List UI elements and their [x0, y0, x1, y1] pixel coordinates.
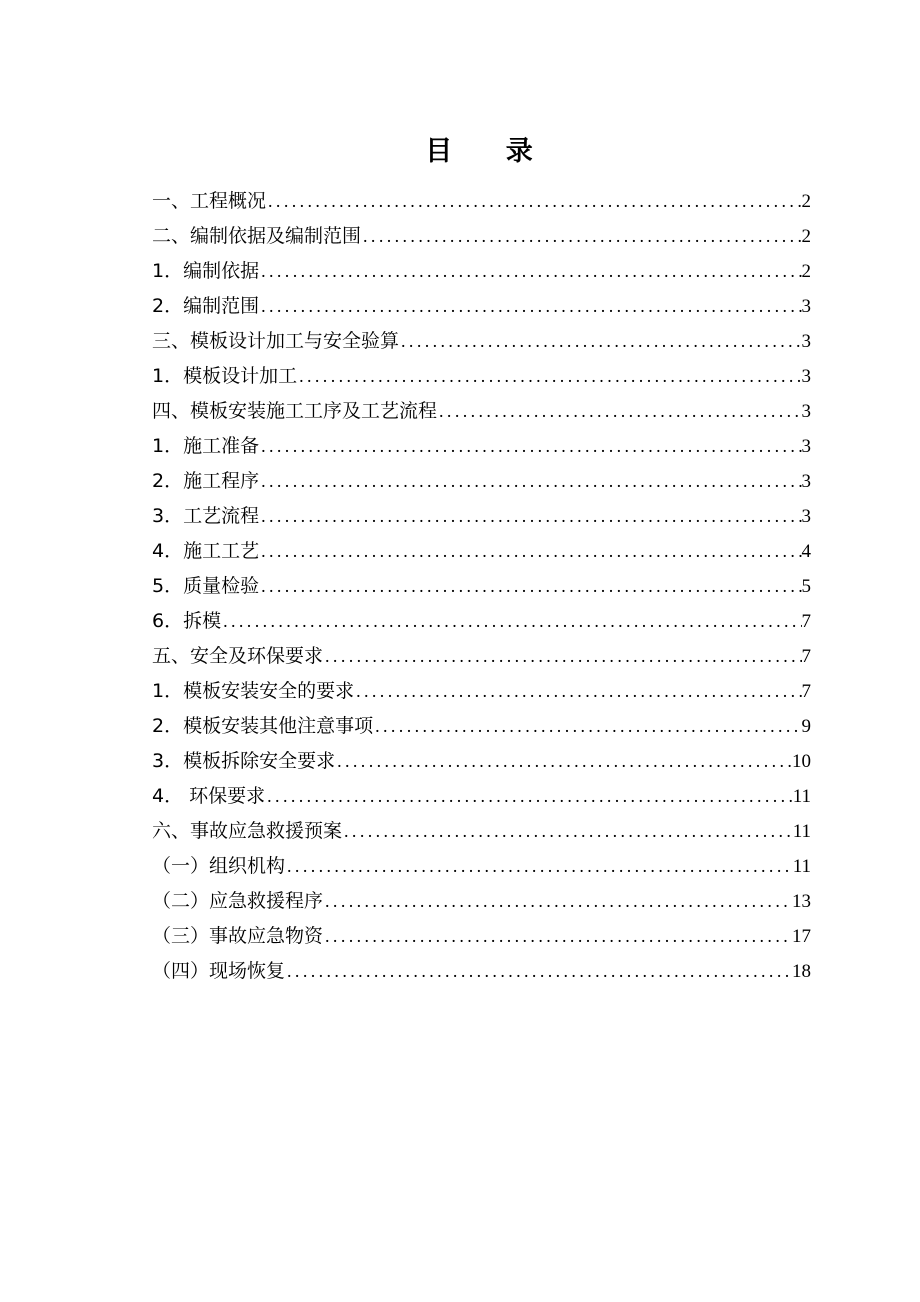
- toc-entry[interactable]: [152, 744, 811, 779]
- toc-entry-page: 4: [801, 541, 811, 562]
- dot-leader: [259, 254, 801, 289]
- toc-entry[interactable]: [152, 569, 811, 604]
- toc-entry-label: 四、模板安装施工工序及工艺流程: [152, 400, 438, 422]
- dot-leader: [437, 394, 801, 429]
- toc-entry[interactable]: [152, 324, 811, 359]
- toc-entry-label: 二、编制依据及编制范围: [152, 225, 362, 247]
- toc-entry-label: 2．编制范围: [152, 295, 260, 317]
- dot-leader: [323, 639, 801, 674]
- dot-leader: [259, 464, 801, 499]
- toc-entry-page: 7: [801, 681, 811, 702]
- toc-entry-page: 2: [801, 191, 811, 212]
- toc-entry[interactable]: [152, 289, 811, 324]
- toc-entry-page: 7: [801, 646, 811, 667]
- dot-leader: [323, 884, 792, 919]
- toc-entry-page: 17: [792, 926, 811, 947]
- toc-entry[interactable]: [152, 709, 811, 744]
- toc-entry-label: 3．工艺流程: [152, 505, 260, 527]
- dot-leader: [373, 709, 801, 744]
- dot-leader: [335, 744, 792, 779]
- toc-entry[interactable]: [152, 919, 811, 954]
- toc-entry-page: 3: [801, 296, 811, 317]
- toc-entry-label: 六、事故应急救援预案: [152, 820, 343, 842]
- toc-entry-label: 三、模板设计加工与安全验算: [152, 330, 400, 352]
- toc-entry-page: 3: [801, 471, 811, 492]
- toc-entry[interactable]: [152, 814, 811, 849]
- dot-leader: [354, 674, 801, 709]
- toc-entry[interactable]: [152, 219, 811, 254]
- toc-entry[interactable]: [152, 499, 811, 534]
- toc-list: [152, 184, 811, 989]
- toc-entry-label: 4．施工工艺: [152, 540, 260, 562]
- toc-entry-label: 5．质量检验: [152, 575, 260, 597]
- toc-entry-label: 1．编制依据: [152, 260, 260, 282]
- toc-entry-label: 五、安全及环保要求: [152, 645, 324, 667]
- dot-leader: [342, 814, 793, 849]
- dot-leader: [259, 499, 801, 534]
- dot-leader: [266, 184, 801, 219]
- dot-leader: [297, 359, 801, 394]
- toc-entry-page: 18: [792, 961, 811, 982]
- dot-leader: [221, 604, 801, 639]
- dot-leader: [285, 849, 793, 884]
- toc-entry-page: 3: [801, 401, 811, 422]
- toc-entry-label: 4． 环保要求: [152, 785, 266, 807]
- toc-entry-label: （三）事故应急物资: [152, 925, 324, 947]
- toc-entry-label: 2．模板安装其他注意事项: [152, 715, 374, 737]
- toc-entry[interactable]: [152, 604, 811, 639]
- toc-entry[interactable]: [152, 639, 811, 674]
- toc-entry-label: （一）组织机构: [152, 855, 286, 877]
- toc-entry-label: 一、工程概况: [152, 190, 267, 212]
- toc-entry[interactable]: [152, 849, 811, 884]
- toc-entry[interactable]: [152, 884, 811, 919]
- dot-leader: [285, 954, 792, 989]
- dot-leader: [399, 324, 801, 359]
- toc-entry-page: 13: [792, 891, 811, 912]
- toc-entry-page: 9: [801, 716, 811, 737]
- toc-entry-page: 10: [792, 751, 811, 772]
- toc-entry-page: 3: [801, 366, 811, 387]
- toc-entry[interactable]: [152, 359, 811, 394]
- dot-leader: [259, 289, 801, 324]
- toc-entry-label: 1．模板安装安全的要求: [152, 680, 355, 702]
- toc-entry-label: （二）应急救援程序: [152, 890, 324, 912]
- toc-entry-label: 6．拆模: [152, 610, 222, 632]
- dot-leader: [259, 429, 801, 464]
- dot-leader: [361, 219, 801, 254]
- toc-entry[interactable]: [152, 464, 811, 499]
- toc-entry-page: 2: [801, 261, 811, 282]
- toc-entry-page: 11: [792, 821, 811, 842]
- toc-entry-label: （四）现场恢复: [152, 960, 286, 982]
- toc-entry-page: 11: [792, 786, 811, 807]
- toc-entry[interactable]: [152, 954, 811, 989]
- toc-entry-page: 3: [801, 506, 811, 527]
- dot-leader: [323, 919, 792, 954]
- toc-entry[interactable]: [152, 254, 811, 289]
- dot-leader: [265, 779, 793, 814]
- toc-entry[interactable]: [152, 394, 811, 429]
- dot-leader: [259, 569, 801, 604]
- toc-entry-page: 3: [801, 331, 811, 352]
- toc-title: 目 录: [425, 136, 555, 167]
- toc-entry[interactable]: [152, 429, 811, 464]
- toc-entry[interactable]: [152, 674, 811, 709]
- toc-entry[interactable]: [152, 184, 811, 219]
- toc-entry[interactable]: [152, 534, 811, 569]
- toc-entry-label: 1．模板设计加工: [152, 365, 298, 387]
- toc-entry-page: 2: [801, 226, 811, 247]
- toc-entry-page: 5: [801, 576, 811, 597]
- toc-entry-label: 2．施工程序: [152, 470, 260, 492]
- toc-entry[interactable]: [152, 779, 811, 814]
- toc-entry-page: 7: [801, 611, 811, 632]
- toc-entry-label: 1．施工准备: [152, 435, 260, 457]
- toc-entry-page: 11: [792, 856, 811, 877]
- dot-leader: [259, 534, 801, 569]
- toc-entry-page: 3: [801, 436, 811, 457]
- toc-entry-label: 3．模板拆除安全要求: [152, 750, 336, 772]
